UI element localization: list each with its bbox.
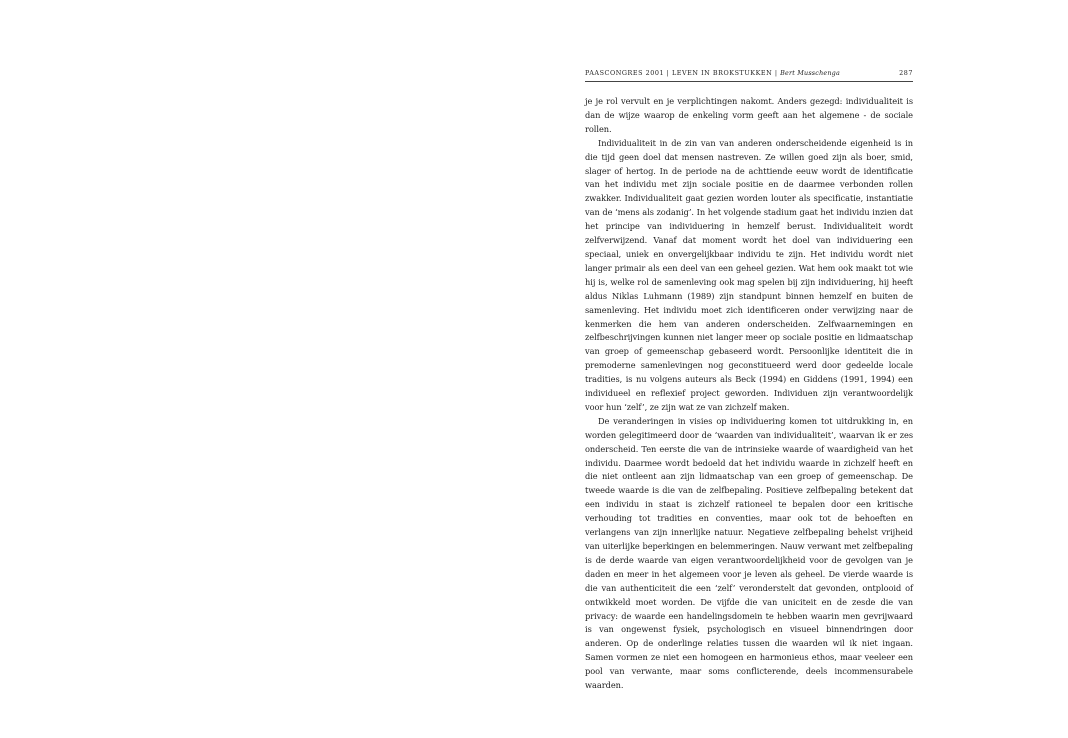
body-text: [585, 95, 913, 693]
running-head: PAASCONGRES 2001 | LEVEN IN BROKSTUKKEN |: [585, 69, 781, 77]
page-number: 287: [899, 69, 913, 77]
author-name: Bert Musschenga: [780, 69, 840, 77]
running-head-wrap: [585, 69, 840, 77]
page-header: [585, 69, 913, 82]
paragraph: De veranderingen in visies op individuering komen tot uitdrukking in, en worden gelegitimeerd door de ‘waarden van individualiteit’, waarvan ik er zes onderscheid. Ten eerste die van de intrinsieke waarde of waardigheid van het individu. Daarmee wordt bedoeld dat het individu waarde in zichzelf heeft en die niet ontleent aan zijn lidmaatschap van een groep of gemeenschap. De tweede waarde is die van de zelfbepaling. Positieve zelfbepaling betekent dat een individu in staat is zichzelf rationeel te bepalen door een kritische verhouding tot tradities en conventies, maar ook tot de behoeften en verlangens van zijn innerlijke natuur. Negatieve zelfbepaling behelst vrijheid van uiterlijke beperkingen en belemmeringen. Nauw verwant met zelfbepaling is de derde waarde van eigen verantwoordelijkheid voor de gevolgen van je daden en meer in het algemeen voor je leven als geheel. De vierde waarde is die van authenticiteit die een ‘zelf’ veronderstelt dat gevonden, ontplooid of ontwikkeld moet worden. De vijfde die van uniciteit en de zesde die van privacy: de waarde een handelingsdomein te hebben waarin men gevrijwaard is van ongewenst fysiek, psychologisch en visueel binnendringen door anderen. Op de onderlinge relaties tussen die waarden wil ik niet ingaan. Samen vormen ze niet een homogeen en harmonieus ethos, maar veeleer een pool van verwante, maar soms conflicterende, deels incommensurabele waarden.: [585, 415, 913, 691]
paragraph: Individualiteit in de zin van van anderen onderscheidende eigenheid is in die tijd geen doel dat mensen nastreven. Ze willen goed zijn als boer, smid, slager of hertog. In de periode na de achttiende eeuw wordt de identificatie van het individu met zijn sociale positie en de daarmee verbonden rollen zwakker. Individualiteit gaat gezien worden louter als specificatie, instantiatie van de ‘mens als zodanig’. In het volgende stadium gaat het individu inzien dat het principe van individuering in hemzelf berust. Individualiteit wordt zelfverwijzend. Vanaf dat moment wordt het doel van individuering een speciaal, uniek en onvergelijkbaar individu te zijn. Het individu wordt niet langer primair als een deel van een geheel gezien. Wat hem ook maakt tot wie hij is, welke rol de samenleving ook mag spelen bij zijn individuering, hij heeft aldus Niklas Luhmann (1989) zijn standpunt binnen hemzelf en buiten de samenleving. Het individu moet zich identificeren onder verwijzing naar de kenmerken die hem van anderen onderscheiden. Zelfwaarnemingen en zelfbeschrijvingen kunnen niet langer meer op sociale positie en lidmaatschap van groep of gemeenschap gebaseerd wordt. Persoonlijke identiteit die in premoderne samenlevingen nog geconstitueerd werd door gedeelde locale tradities, is nu volgens auteurs als Beck (1994) en Giddens (1991, 1994) een individueel en reflexief project geworden. Individuen zijn verantwoordelijk voor hun ‘zelf’, ze zijn wat ze van zichzelf maken.: [585, 137, 913, 412]
paragraph: je je rol vervult en je verplichtingen nakomt. Anders gezegd: individualiteit is dan de wijze waarop de enkeling vorm geeft aan het algemene - de sociale rollen.: [585, 96, 913, 134]
